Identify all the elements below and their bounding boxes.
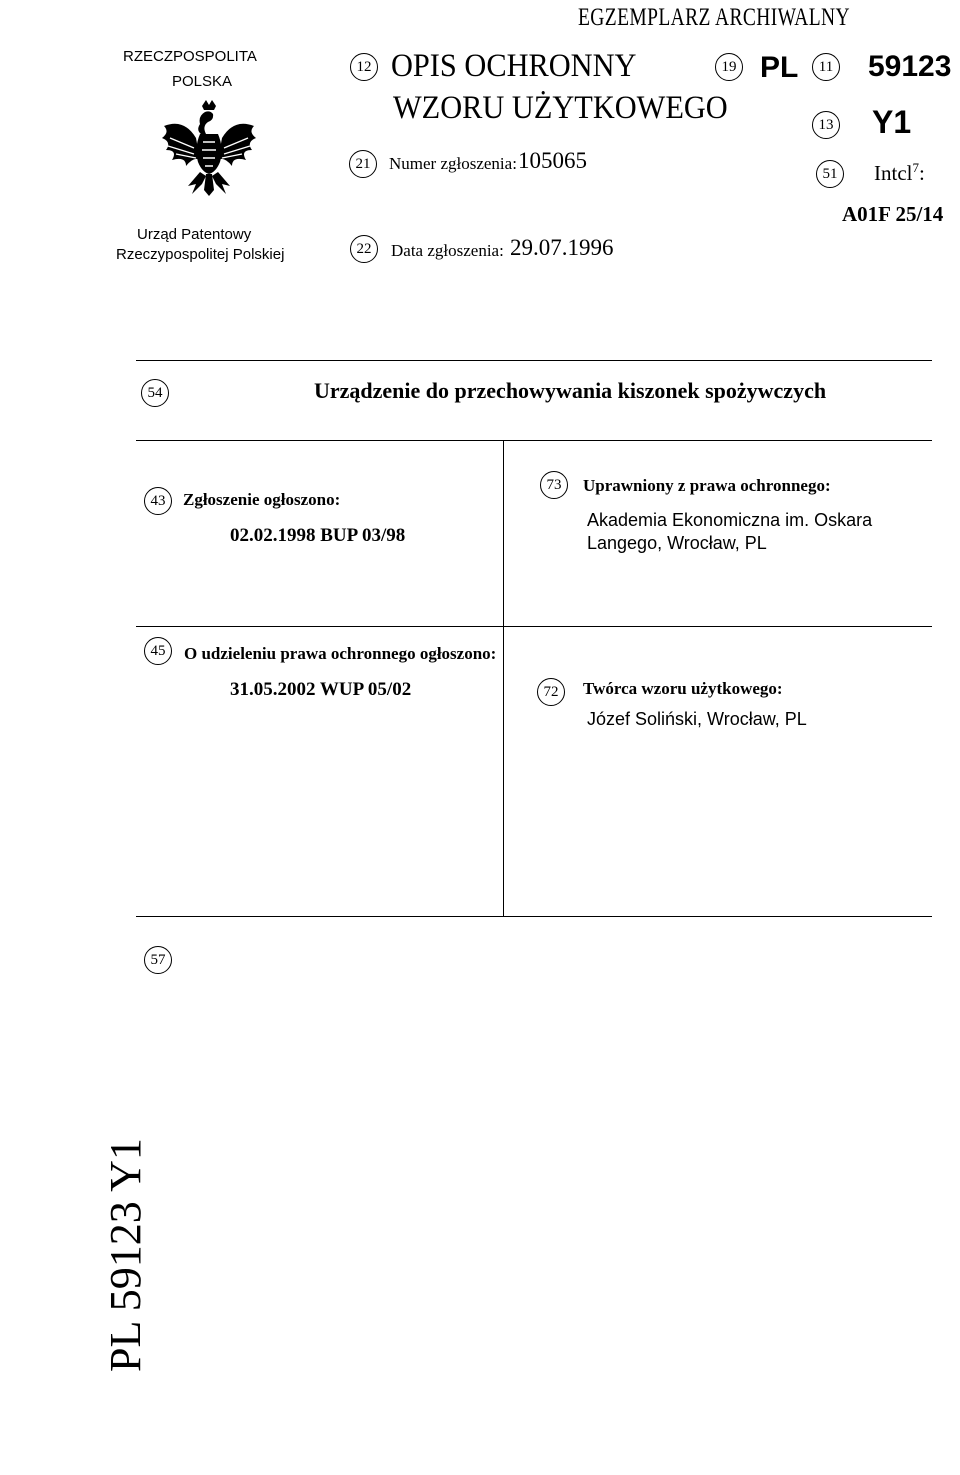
utility-model-title: Urządzenie do przechowywania kiszonek spożywczych <box>314 378 827 403</box>
holder-label: Uprawniony z prawa ochronnego: <box>583 476 831 495</box>
country-name-line2: POLSKA <box>172 73 233 90</box>
code-57-badge: 57 <box>144 946 172 974</box>
intcl-colon: : <box>918 161 925 185</box>
archive-stamp: EGZEMPLARZ ARCHIWALNY <box>578 4 850 31</box>
creator-name: Józef Soliński, Wrocław, PL <box>587 709 807 729</box>
code-45-badge: 45 <box>144 637 172 665</box>
intcl-classification: A01F 25/14 <box>842 202 944 226</box>
holder-name-line1: Akademia Ekonomiczna im. Oskara <box>587 510 873 530</box>
grant-label: O udzieleniu prawa ochronnego ogłoszono: <box>184 644 497 663</box>
lower-column-divider <box>503 626 504 916</box>
office-name-line1: Urząd Patentowy <box>137 226 252 243</box>
intcl-label-text: Intcl <box>874 161 913 185</box>
country-code: PL <box>760 51 799 84</box>
application-number-value: 105065 <box>518 148 587 173</box>
application-number-label: Numer zgłoszenia: <box>389 154 517 173</box>
grant-top-rule <box>136 626 932 627</box>
code-43-badge: 43 <box>144 487 172 515</box>
code-19-badge: 19 <box>715 53 743 81</box>
publication-value: 02.02.1998 BUP 03/98 <box>230 525 406 546</box>
publication-label: Zgłoszenie ogłoszono: <box>183 490 341 509</box>
code-54-badge: 54 <box>141 379 169 407</box>
code-11-badge: 11 <box>812 53 840 81</box>
code-12-badge: 12 <box>350 53 378 81</box>
intcl-label <box>874 160 925 186</box>
creator-label: Twórca wzoru użytkowego: <box>583 679 783 698</box>
code-73-badge: 73 <box>540 471 568 499</box>
code-22-badge: 22 <box>350 235 378 263</box>
grant-value: 31.05.2002 WUP 05/02 <box>230 679 412 700</box>
holder-name-line2: Langego, Wrocław, PL <box>587 533 767 553</box>
office-name-line2: Rzeczypospolitej Polskiej <box>116 246 285 263</box>
eagle-emblem-icon <box>156 98 262 198</box>
kind-code: Y1 <box>872 104 912 140</box>
document-title-line1: OPIS OCHRONNY <box>391 48 637 84</box>
code-13-badge: 13 <box>812 111 840 139</box>
title-top-rule <box>136 360 932 361</box>
application-date-value: 29.07.1996 <box>510 235 614 260</box>
document-title-line2: WZORU UŻYTKOWEGO <box>393 90 728 126</box>
abstract-top-rule <box>136 916 932 917</box>
column-divider <box>503 440 504 626</box>
document-number: 59123 <box>868 50 952 83</box>
side-document-id: PL 59123 Y1 <box>101 1138 150 1372</box>
intcl-edition: 7 <box>912 160 919 175</box>
application-date-label: Data zgłoszenia: <box>391 241 504 260</box>
country-name-line1: RZECZPOSPOLITA <box>123 48 257 65</box>
code-21-badge: 21 <box>349 150 377 178</box>
code-51-badge: 51 <box>816 160 844 188</box>
code-72-badge: 72 <box>537 678 565 706</box>
title-bottom-rule <box>136 440 932 441</box>
